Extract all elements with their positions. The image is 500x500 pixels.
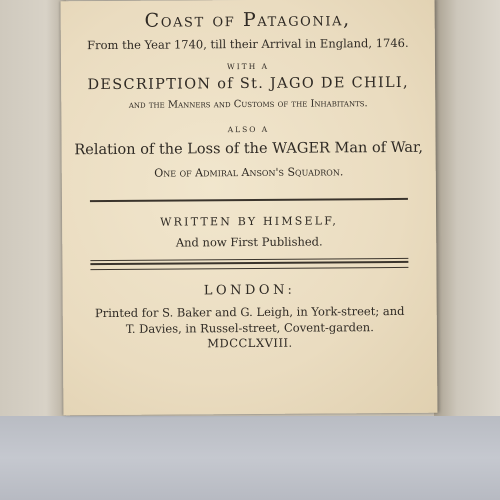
imprint-line-1: Printed for S. Baker and G. Leigh, in York-street; and (94, 303, 405, 321)
description-line: DESCRIPTION of St. JAGO DE CHILI, (87, 74, 409, 94)
imprint-line-2: T. Davies, in Russel-street, Covent-garden. (125, 320, 374, 336)
dates-line: From the Year 1740, till their Arrival in England, 1746. (87, 35, 409, 53)
first-published-line: And now First Published. (175, 234, 323, 250)
title-heading: Coast of Patagonia, (144, 8, 351, 32)
manners-line: and the Manners and Customs of the Inhabitants. (128, 98, 368, 111)
divider-rule (90, 198, 408, 202)
squadron-line: One of Admiral Anson's Squadron. (154, 165, 344, 180)
imprint-city: LONDON: (203, 282, 296, 299)
with-a-label: WITH A (226, 61, 270, 72)
imprint-year: MDCCLXVIII. (207, 335, 293, 351)
also-a-label: ALSO A (227, 124, 270, 135)
written-by-line: WRITTEN BY HIMSELF, (160, 214, 339, 229)
double-rule-bottom (90, 267, 408, 270)
book-title-page (61, 0, 438, 415)
relation-line: Relation of the Loss of the WAGER Man of War, (74, 139, 423, 159)
table-surface (0, 416, 500, 500)
double-rule-middle (90, 261, 408, 265)
